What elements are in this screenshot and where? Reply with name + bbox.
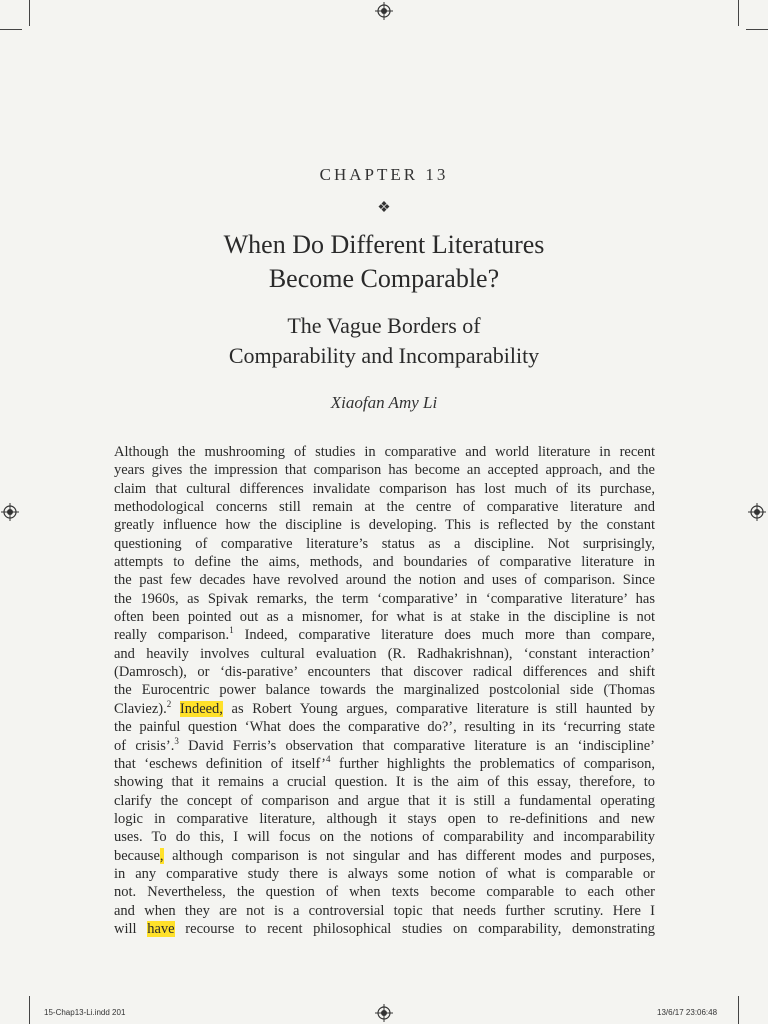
highlight-have[interactable]: have	[147, 920, 175, 937]
chapter-title	[0, 228, 768, 296]
print-timestamp: 13/6/17 23:06:48	[657, 1008, 718, 1017]
chapter-subtitle-line: The Vague Borders of	[287, 313, 481, 338]
text-line: years gives the impression that comparison has become an accepted approach, and the	[114, 462, 655, 479]
text-line: and heavily involves cultural evaluation (R. Radhakrishnan), ‘constant interaction’	[114, 645, 655, 662]
highlight-comma[interactable]: ,	[159, 847, 164, 864]
ornament-icon: ❖	[377, 200, 391, 216]
registration-mark-icon	[748, 503, 766, 521]
file-slug: 15-Chap13-Li.indd 201	[44, 1008, 126, 1017]
text-line: will have recourse to recent philosophical studies on comparability, demonstrating	[114, 920, 655, 937]
text-line: often been pointed out as a misnomer, for what is at stake in the discipline is not	[114, 609, 655, 626]
footnote-ref[interactable]: 1	[229, 625, 234, 636]
highlight-indeed[interactable]: Indeed,	[179, 700, 223, 717]
text-line: in any comparative study there is always some notion of what is comparable or	[114, 865, 655, 882]
text-line: uses. To do this, I will focus on the notions of comparability and incomparability	[114, 829, 655, 846]
text-line: the past few decades have revolved around the notion and uses of comparison. Since	[114, 572, 655, 589]
registration-mark-icon	[375, 2, 393, 20]
text-line: clarify the concept of comparison and argue that it is still a fundamental operating	[114, 792, 655, 809]
crop-mark-bottom-left-v	[29, 996, 30, 1024]
text-line: logic in comparative literature, although it stays open to re-definitions and new	[114, 810, 655, 827]
crop-mark-top-right-h	[746, 29, 768, 30]
text-line: questioning of comparative literature’s status as a discipline. Not surprisingly,	[114, 535, 655, 552]
text-line: and when they are not is a controversial topic that needs further scrutiny. Here I	[114, 902, 655, 919]
text-line: of crisis’.$^3$ David Ferris’s observation that comparative literature is an ‘indiscipline’	[114, 735, 656, 754]
crop-mark-bottom-right-v	[738, 996, 739, 1024]
text-line: that ‘eschews definition of itself’$^4$ further highlights the problematics of comparison,	[114, 754, 655, 772]
text-line: the painful question ‘What does the comparative do?’, resulting in its ‘recurring state	[114, 719, 655, 736]
registration-mark-icon	[1, 503, 19, 521]
text-line: showing that it remains a crucial question. It is the aim of this essay, therefore, to	[114, 774, 655, 791]
text-line: claim that cultural differences invalidate comparison has lost much of its purchase,	[114, 480, 655, 497]
crop-mark-top-left-h	[0, 29, 22, 30]
text-line: Claviez).$^2$ Indeed, as Robert Young argues, comparative literature is still haunted by	[114, 698, 656, 717]
crop-mark-top-right-v	[738, 0, 739, 26]
chapter-subtitle-line: Comparability and Incomparability	[228, 343, 540, 368]
text-line: greatly influence how the discipline is developing. This is reflected by the constant	[114, 517, 655, 534]
text-line: the Eurocentric power balance towards the marginalized postcolonial side (Thomas	[114, 682, 655, 699]
text-line: the 1960s, as Spivak remarks, the term ‘comparative’ in ‘comparative literature’ has	[114, 590, 655, 607]
chapter-title-line: When Do Different Literatures	[223, 230, 545, 259]
chapter-title-line: Become Comparable?	[268, 264, 500, 293]
text-line: really comparison.$^1$ Indeed, comparative literature does much more than compare,	[114, 625, 655, 644]
text-line: methodological concerns still remain at the centre of comparative literature and	[114, 499, 655, 516]
crop-mark-top-left-v	[29, 0, 30, 26]
text-line: (Damrosch), or ‘dis-parative’ encounters that discover radical differences and shift	[114, 664, 655, 681]
text-line: Although the mushrooming of studies in comparative and world literature in recent	[114, 444, 655, 460]
text-line: because, although comparison is not singular and has different modes and purposes,	[114, 847, 655, 864]
footnote-ref[interactable]: 2	[166, 698, 172, 709]
text-line: not. Nevertheless, the question of when texts become comparable to each other	[114, 884, 655, 901]
text-line: attempts to define the aims, methods, and boundaries of comparative literature in	[114, 554, 655, 571]
author-name: Xiaofan Amy Li	[330, 393, 438, 412]
footnote-ref[interactable]: 4	[326, 754, 331, 765]
body-paragraph	[114, 443, 655, 938]
registration-mark-icon	[375, 1004, 393, 1022]
chapter-subtitle	[0, 311, 768, 371]
footnote-ref[interactable]: 3	[174, 735, 179, 746]
chapter-number: CHAPTER 13	[319, 165, 449, 184]
